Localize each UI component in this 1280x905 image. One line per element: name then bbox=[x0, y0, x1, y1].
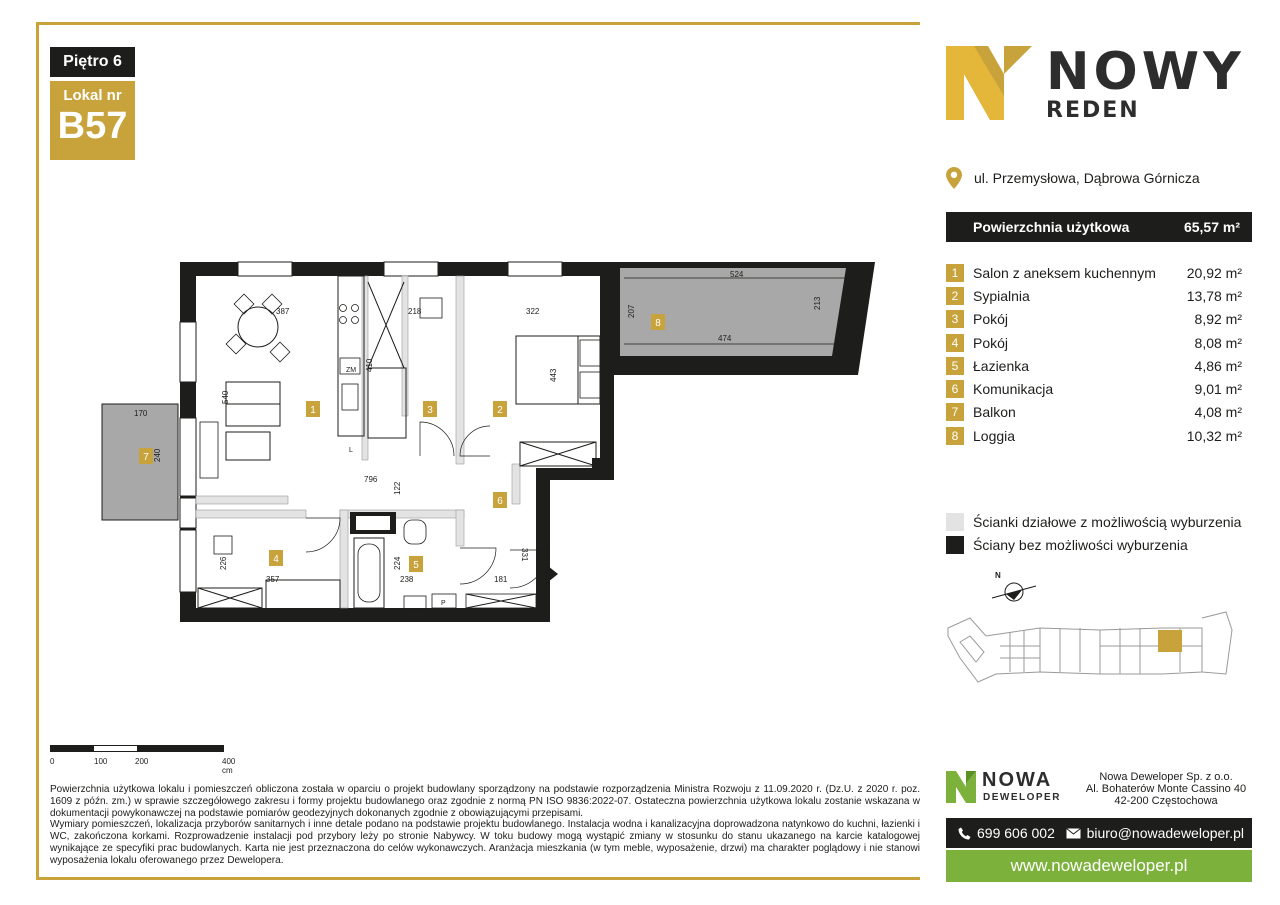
email-address: biuro@nowadeweloper.pl bbox=[1086, 825, 1244, 841]
plan-room-number: 3 bbox=[427, 405, 433, 416]
north-label: N bbox=[995, 571, 1001, 580]
brand-logo bbox=[946, 42, 1246, 126]
dimension-label: 181 bbox=[494, 575, 508, 584]
developer-name: NOWA bbox=[982, 769, 1053, 791]
room-row bbox=[946, 354, 1242, 377]
room-number-badge: 2 bbox=[946, 287, 964, 305]
room-list bbox=[946, 261, 1242, 447]
dimension-label: 213 bbox=[813, 296, 822, 310]
dining-chair bbox=[226, 334, 246, 354]
dimension-label: 524 bbox=[730, 270, 744, 279]
room-name: Pokój bbox=[973, 334, 1009, 351]
brand-word-reden: REDEN bbox=[1046, 98, 1140, 123]
room-area: 8,08 m² bbox=[1194, 334, 1242, 351]
room-area: 4,08 m² bbox=[1194, 404, 1242, 421]
partition-wall bbox=[340, 510, 348, 608]
dimension-label: 443 bbox=[549, 368, 558, 382]
dining-chair bbox=[270, 342, 290, 362]
plan-room-number: 6 bbox=[497, 496, 503, 507]
dimension-label: 387 bbox=[276, 307, 290, 316]
room-number-badge: 4 bbox=[946, 334, 964, 352]
dimension-label: 474 bbox=[718, 334, 732, 343]
dimension-label: 218 bbox=[408, 307, 422, 316]
wardrobe bbox=[368, 368, 406, 438]
entrance-arrow-icon bbox=[548, 566, 558, 582]
unit-box bbox=[50, 81, 135, 160]
company-name: Nowa Deweloper Sp. z o.o. bbox=[1099, 771, 1233, 783]
wall-legend bbox=[946, 510, 1241, 556]
dimension-label: 357 bbox=[266, 575, 280, 584]
window bbox=[180, 498, 196, 528]
window bbox=[180, 530, 196, 592]
envelope-icon bbox=[1066, 828, 1081, 839]
hob-burner bbox=[352, 305, 359, 312]
bathtub bbox=[354, 538, 384, 608]
partition-wall bbox=[456, 276, 464, 464]
bathtub-inner bbox=[358, 544, 380, 602]
tv-unit bbox=[200, 422, 218, 478]
disclaimer-paragraph: Powierzchnia użytkowa lokalu i pomieszczeń obliczona została w oparciu o projekt budowlany sporządzony na podstawie rozporządzenia Ministra Rozwoju z 11.09.2020 r. (Dz.U. z 2020 r. poz. 1609 z późn. zm.) w sprawie szczegółowego zakresu i formy projektu budowlanego oraz zgodnie z normą PN ISO 9836:2022-07. Ostateczna powierzchnia użytkowa lokalu zostanie wskazana w dokumentacji powykonawczej na podstawie pomiarów geodezyjnych dokonanych zgodnie z obowiązującymi przepisami. bbox=[50, 784, 920, 819]
frame-top-line bbox=[36, 22, 920, 25]
dimension-label: 207 bbox=[627, 304, 636, 318]
pillow bbox=[580, 372, 600, 398]
frame-left-line bbox=[36, 22, 39, 878]
fixture-label: ZM bbox=[346, 367, 357, 374]
unit-label: Lokal nr bbox=[63, 87, 122, 104]
outer-wall-right-upper bbox=[600, 262, 614, 474]
partition-wall bbox=[456, 510, 464, 546]
toilet bbox=[404, 520, 426, 544]
desk-chair bbox=[420, 298, 442, 318]
contact-bar bbox=[946, 818, 1252, 848]
room-number-badge: 7 bbox=[946, 403, 964, 421]
loggia-floor bbox=[620, 268, 846, 356]
room-name: Salon z aneksem kuchennym bbox=[973, 264, 1156, 281]
room-row bbox=[946, 284, 1242, 307]
partition-wall bbox=[196, 496, 288, 504]
window bbox=[508, 262, 562, 276]
frame-bottom-line bbox=[36, 877, 920, 880]
developer-subtitle: DEWELOPER bbox=[983, 792, 1061, 803]
developer-n-icon bbox=[946, 771, 976, 803]
dimension-label: 331 bbox=[520, 548, 529, 562]
address bbox=[946, 164, 1200, 192]
room-name: Loggia bbox=[973, 427, 1016, 444]
room-area: 10,32 m² bbox=[1186, 427, 1242, 444]
n-logo-icon bbox=[946, 46, 1032, 120]
scale-segment bbox=[51, 746, 94, 751]
unit-location-marker bbox=[1158, 630, 1182, 652]
dimension-label: 540 bbox=[221, 390, 230, 404]
room-name: Sypialnia bbox=[973, 287, 1030, 304]
outer-wall-right-lower bbox=[536, 468, 550, 622]
room-number-badge: 1 bbox=[946, 264, 964, 282]
company-street: Al. Bohaterów Monte Cassino 40 bbox=[1085, 783, 1247, 795]
double-bed bbox=[516, 336, 600, 404]
brand-word-nowy: NOWY bbox=[1046, 42, 1245, 102]
floor-tag: Piętro 6 bbox=[50, 47, 135, 77]
scale-tick: 100 bbox=[94, 757, 108, 766]
plan-room-number: 2 bbox=[497, 405, 503, 416]
legend-text: Ściany bez możliwości wyburzenia bbox=[973, 536, 1188, 553]
site-plan bbox=[940, 566, 1252, 696]
dining-table bbox=[238, 307, 278, 347]
room-row bbox=[946, 377, 1242, 400]
phone-number: 699 606 002 bbox=[977, 825, 1055, 841]
fixture-label: L bbox=[349, 447, 353, 454]
kitchen-counter bbox=[338, 276, 364, 436]
usable-area-label: Powierzchnia użytkowa bbox=[973, 219, 1130, 235]
scale-tick: 200 bbox=[135, 757, 149, 766]
desk bbox=[214, 536, 232, 554]
disclaimer-paragraph: Wymiary pomieszczeń, lokalizacja przyborów sanitarnych i inne detale podano na podstawie projektu budowlanego. Instalacja wodna i kanalizacyjna doprowadzona natynkowo do kuchni, łazienki i WC, zakończona korkami. Rozprowadzenie instalacji pod przybory leży po stronie Nabywcy. W toku budowy mogą wystąpić zmiany w stosunku do stanu ukazanego na karcie katalogowej wynikające ze specyfiki prac budowlanych. Karta nie jest przeznaczona do celów wykonawczych. Aranżacja mieszkania (w tym meble, wyposażenie, drzwi) ma charakter poglądowy i nie stanowi wyposażenia lokalu oferowanego przez Dewelopera. bbox=[50, 819, 920, 866]
partition-wall bbox=[196, 510, 306, 518]
window bbox=[238, 262, 292, 276]
door-swing bbox=[460, 548, 496, 584]
legend-swatch-dark bbox=[946, 536, 964, 554]
company-address bbox=[1080, 771, 1252, 807]
room-row bbox=[946, 331, 1242, 354]
door-swing bbox=[460, 426, 490, 456]
coffee-table bbox=[226, 432, 270, 460]
bathroom-shaft-inner bbox=[356, 516, 390, 530]
dimension-label: 226 bbox=[219, 556, 228, 570]
plan-room-number: 7 bbox=[143, 452, 149, 463]
balcony-door bbox=[180, 418, 196, 496]
plan-room-number: 4 bbox=[273, 554, 279, 565]
fixture-label: P bbox=[441, 600, 446, 607]
dimension-label: 410 bbox=[365, 358, 374, 372]
phone-icon bbox=[958, 827, 971, 840]
dimension-label: 170 bbox=[134, 409, 148, 418]
room-row bbox=[946, 261, 1242, 284]
company-city: 42-200 Częstochowa bbox=[1114, 795, 1218, 807]
window bbox=[180, 322, 196, 382]
usable-area-value: 65,57 m² bbox=[1183, 219, 1240, 235]
phone-contact[interactable] bbox=[958, 825, 1055, 841]
email-contact[interactable] bbox=[1066, 825, 1244, 841]
usable-area-header bbox=[946, 212, 1252, 242]
website-link[interactable]: www.nowadeweloper.pl bbox=[946, 850, 1252, 882]
scale-tick: 0 bbox=[50, 757, 55, 766]
room-number-badge: 5 bbox=[946, 357, 964, 375]
room-row bbox=[946, 308, 1242, 331]
disclaimer bbox=[50, 784, 920, 867]
room-number-badge: 6 bbox=[946, 380, 964, 398]
address-text: ul. Przemysłowa, Dąbrowa Górnicza bbox=[974, 170, 1200, 186]
plan-room-number: 8 bbox=[655, 318, 661, 329]
dimension-label: 796 bbox=[364, 475, 378, 484]
hob-burner bbox=[340, 305, 347, 312]
single-bed bbox=[266, 580, 340, 610]
dining-chair bbox=[234, 294, 254, 314]
legend-swatch-light bbox=[946, 513, 964, 531]
pillow bbox=[580, 340, 600, 366]
legend-text: Ścianki działowe z możliwością wyburzenia bbox=[973, 513, 1242, 530]
room-name: Łazienka bbox=[973, 357, 1030, 374]
plan-room-number: 1 bbox=[310, 405, 316, 416]
legend-row bbox=[946, 510, 1241, 533]
hob-burner bbox=[352, 317, 359, 324]
dimension-label: 322 bbox=[526, 307, 540, 316]
dimension-label: 224 bbox=[393, 556, 402, 570]
partition-wall bbox=[512, 464, 520, 504]
dimension-label: 240 bbox=[153, 448, 162, 462]
room-row bbox=[946, 401, 1242, 424]
room-area: 9,01 m² bbox=[1194, 381, 1242, 398]
dimension-label: 238 bbox=[400, 575, 414, 584]
room-area: 20,92 m² bbox=[1186, 264, 1242, 281]
scale-bar-graphic bbox=[50, 745, 224, 752]
room-area: 8,92 m² bbox=[1194, 311, 1242, 328]
developer-logo bbox=[946, 771, 1066, 807]
room-row bbox=[946, 424, 1242, 447]
scale-segment bbox=[137, 746, 223, 751]
scale-tick: 400 cm bbox=[222, 757, 236, 775]
plan-room-number: 5 bbox=[413, 560, 419, 571]
room-number-badge: 3 bbox=[946, 310, 964, 328]
oven bbox=[342, 384, 358, 410]
floor-plan bbox=[95, 250, 885, 645]
partition-wall bbox=[402, 276, 408, 416]
room-name: Balkon bbox=[973, 404, 1016, 421]
window bbox=[384, 262, 438, 276]
north-compass-icon bbox=[992, 571, 1036, 601]
room-name: Komunikacja bbox=[973, 381, 1054, 398]
hob-burner bbox=[340, 317, 347, 324]
dimension-label: 122 bbox=[393, 481, 402, 495]
unit-number: B57 bbox=[57, 105, 128, 147]
door-swing bbox=[306, 518, 340, 552]
outer-wall-bottom bbox=[180, 608, 550, 622]
sink bbox=[404, 596, 426, 610]
room-name: Pokój bbox=[973, 311, 1009, 328]
room-area: 4,86 m² bbox=[1194, 357, 1242, 374]
legend-row bbox=[946, 533, 1241, 556]
location-pin-icon bbox=[946, 167, 962, 189]
room-area: 13,78 m² bbox=[1186, 287, 1242, 304]
room-number-badge: 8 bbox=[946, 427, 964, 445]
door-swing bbox=[420, 422, 454, 456]
